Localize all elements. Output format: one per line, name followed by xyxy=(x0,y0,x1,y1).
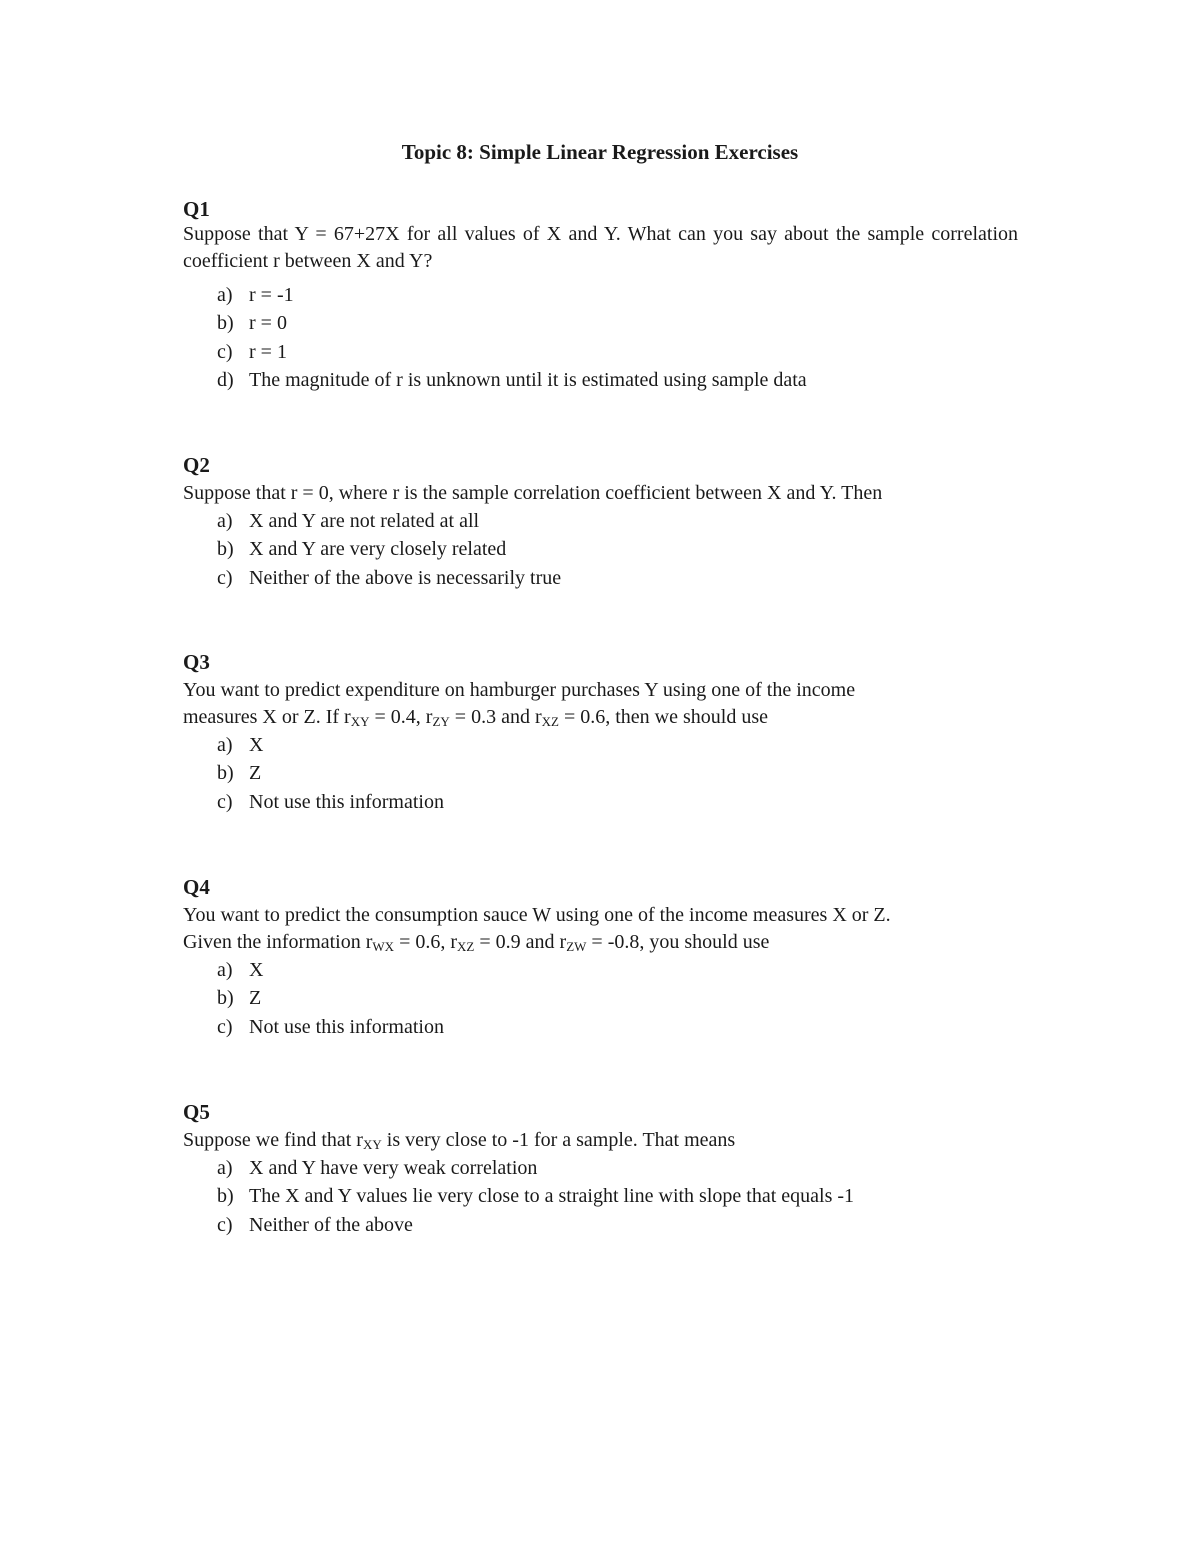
stem-text: is very close to -1 for a sample. That means xyxy=(381,1129,736,1151)
option-c xyxy=(183,338,1018,366)
option-letter: a) xyxy=(217,284,233,306)
option-letter: b) xyxy=(217,762,234,785)
option-letter: c) xyxy=(217,566,233,589)
subscript: WX xyxy=(372,939,395,954)
option-a xyxy=(183,731,1018,759)
question-label: Q1 xyxy=(183,197,210,221)
option-letter: b) xyxy=(217,987,234,1010)
option-b xyxy=(183,1182,1018,1210)
option-text: X xyxy=(249,734,264,756)
stem-text: = -0.8, you should use xyxy=(586,931,770,953)
option-letter: b) xyxy=(217,1185,234,1208)
subscript: XY xyxy=(362,1137,382,1152)
option-c xyxy=(183,1013,1018,1041)
question-stem-line-1: You want to predict expenditure on hamburger purchases Y using one of the income xyxy=(183,679,856,701)
option-c xyxy=(183,1211,1018,1239)
option-letter: c) xyxy=(217,1015,233,1038)
stem-text: = 0.3 and r xyxy=(449,706,542,728)
option-letter: c) xyxy=(217,1213,233,1236)
option-text: X xyxy=(249,959,264,981)
stem-text: = 0.6, then we should use xyxy=(558,706,769,728)
option-text: X and Y have very weak correlation xyxy=(249,1157,538,1179)
options-list xyxy=(183,731,1018,816)
options-list xyxy=(183,956,1018,1041)
option-b xyxy=(183,984,1018,1012)
option-text: Z xyxy=(249,987,262,1010)
option-text: Neither of the above xyxy=(249,1213,413,1236)
question-stem xyxy=(183,1127,1018,1154)
question-label: Q2 xyxy=(183,453,210,477)
subscript: ZY xyxy=(432,714,450,729)
question-label: Q5 xyxy=(183,1100,210,1124)
option-letter: a) xyxy=(217,1157,233,1179)
question-3 xyxy=(183,648,1018,816)
question-stem-line-2 xyxy=(183,929,1018,956)
option-letter: b) xyxy=(217,538,234,561)
option-letter: a) xyxy=(217,734,233,756)
page-title: Topic 8: Simple Linear Regression Exercises xyxy=(401,140,799,164)
option-letter: b) xyxy=(217,312,234,335)
question-1 xyxy=(183,195,1018,394)
question-label: Q4 xyxy=(183,875,210,899)
option-c xyxy=(183,788,1018,816)
option-a xyxy=(183,1154,1018,1182)
option-a xyxy=(183,956,1018,984)
stem-text: Given the information r xyxy=(183,931,373,953)
stem-text: = 0.4, r xyxy=(369,706,433,728)
option-text: Not use this information xyxy=(249,1015,444,1038)
options-list xyxy=(183,281,1018,394)
question-4 xyxy=(183,873,1018,1041)
option-text: r = 1 xyxy=(249,340,287,363)
question-stem-line-1: You want to predict the consumption sauce W using one of the income measures X or Z. xyxy=(183,904,891,926)
option-a xyxy=(183,507,1018,535)
stem-text: = 0.6, r xyxy=(394,931,458,953)
option-letter: d) xyxy=(217,368,234,391)
option-letter: a) xyxy=(217,510,233,532)
question-label: Q3 xyxy=(183,650,210,674)
option-text: The magnitude of r is unknown until it is estimated using sample data xyxy=(249,368,807,391)
subscript: XY xyxy=(350,714,370,729)
stem-text: = 0.9 and r xyxy=(474,931,567,953)
option-text: Neither of the above is necessarily true xyxy=(249,566,562,589)
options-list xyxy=(183,1154,1018,1239)
subscript: XZ xyxy=(457,939,475,954)
stem-text: measures X or Z. If r xyxy=(183,706,351,728)
option-text: Not use this information xyxy=(249,790,444,813)
option-text: The X and Y values lie very close to a straight line with slope that equals -1 xyxy=(249,1185,855,1208)
option-d xyxy=(183,366,1018,394)
option-letter: a) xyxy=(217,959,233,981)
option-b xyxy=(183,759,1018,787)
subscript: XZ xyxy=(541,714,559,729)
option-c xyxy=(183,564,1018,592)
option-text: X and Y are very closely related xyxy=(249,538,507,561)
option-text: r = 0 xyxy=(249,312,287,335)
option-letter: c) xyxy=(217,790,233,813)
option-b xyxy=(183,309,1018,337)
option-a xyxy=(183,281,1018,309)
option-text: Z xyxy=(249,762,262,785)
question-5 xyxy=(183,1098,1018,1239)
question-stem: Suppose that Y = 67+27X for all values of X and Y. What can you say about the sample correlation coefficient r between X and Y? xyxy=(183,223,1018,272)
subscript: ZW xyxy=(566,939,587,954)
option-b xyxy=(183,535,1018,563)
question-2 xyxy=(183,451,1018,592)
question-stem-line-2 xyxy=(183,704,1018,731)
options-list xyxy=(183,507,1018,592)
question-stem: Suppose that r = 0, where r is the sample correlation coefficient between X and Y. Then xyxy=(183,482,883,504)
option-text: r = -1 xyxy=(249,284,294,306)
option-text: X and Y are not related at all xyxy=(249,510,480,532)
stem-text: Suppose we find that r xyxy=(183,1129,363,1151)
option-letter: c) xyxy=(217,340,233,363)
